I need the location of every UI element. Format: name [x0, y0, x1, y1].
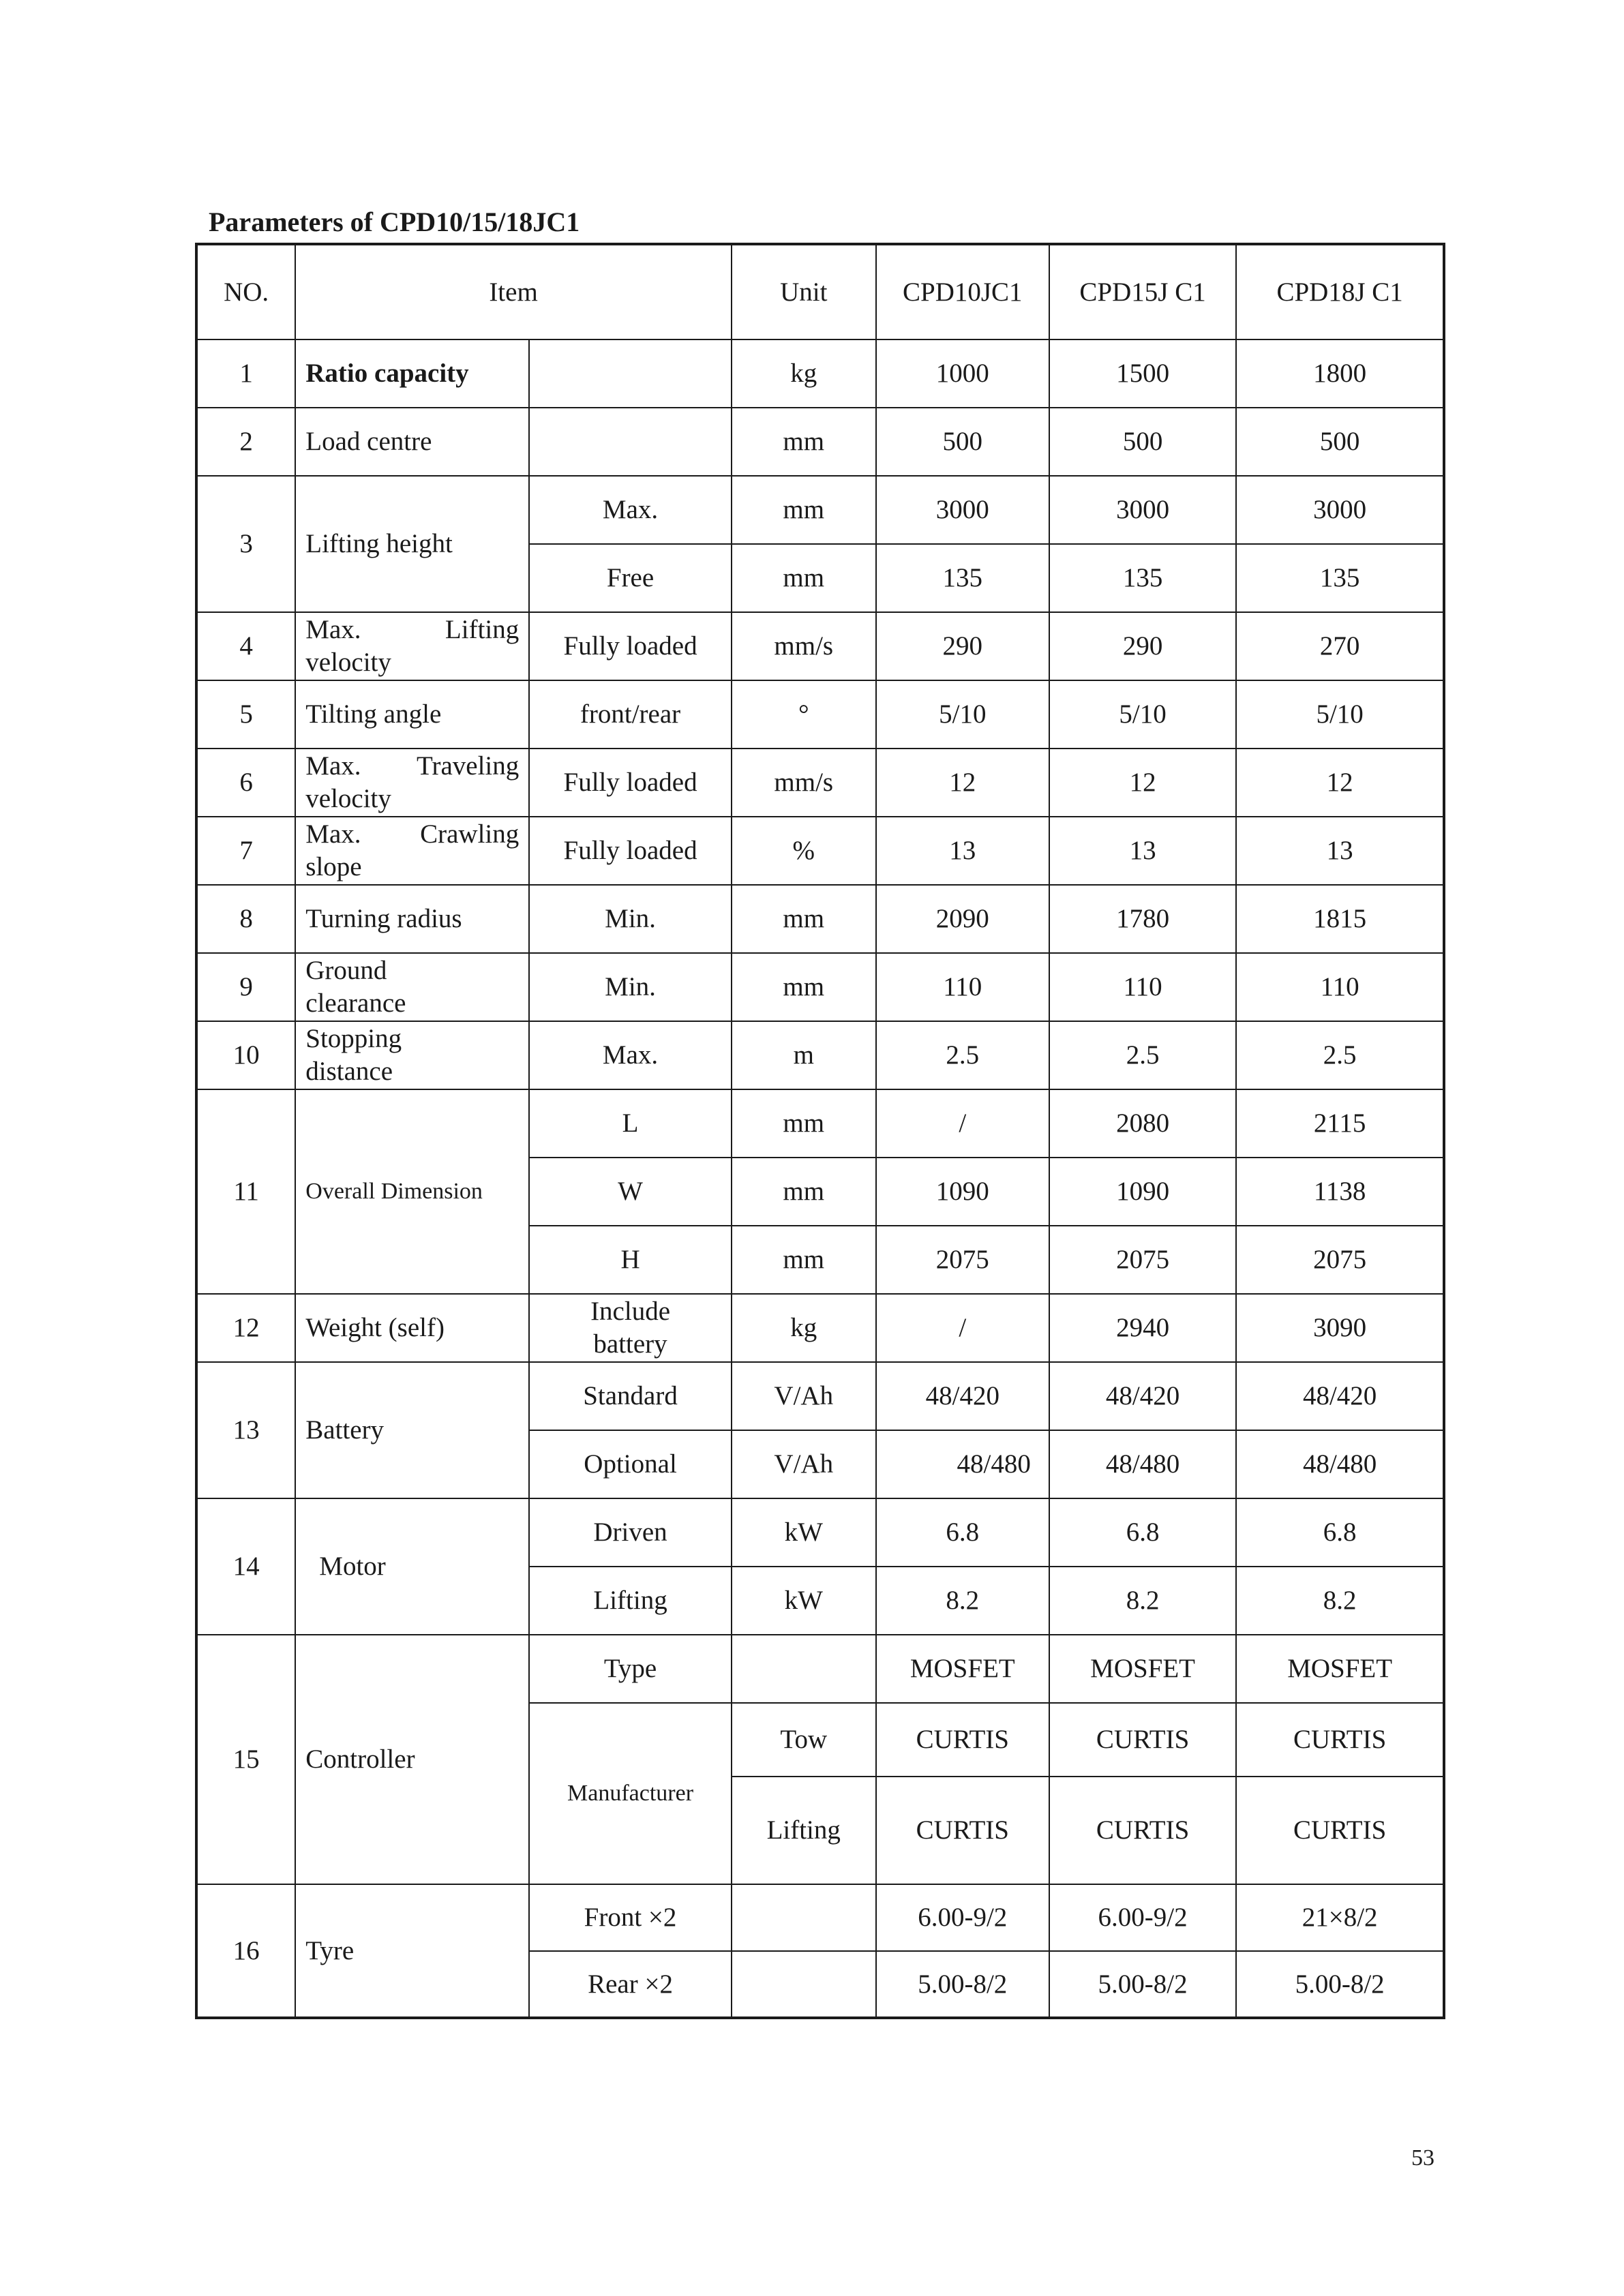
table-row [196, 476, 1444, 544]
sub-item: Free [529, 544, 732, 612]
unit-cell: kW [732, 1567, 876, 1635]
item-word: Lifting [445, 615, 520, 644]
item-word: distance [305, 1057, 393, 1086]
value-cpd18jc1: 6.8 [1236, 1498, 1444, 1567]
row-number: 8 [196, 885, 295, 953]
table-row [196, 1884, 1444, 1951]
unit-cell: kW [732, 1498, 876, 1567]
sub-item: Max. [529, 1021, 732, 1089]
sub-item: front/rear [529, 680, 732, 749]
sub-item [529, 1294, 732, 1362]
item-label: Load centre [295, 408, 529, 476]
unit-cell: ° [732, 680, 876, 749]
header-model-cpd18jc1: CPD18J C1 [1236, 244, 1444, 339]
table-row [196, 817, 1444, 885]
row-number: 16 [196, 1884, 295, 2018]
row-number: 11 [196, 1089, 295, 1294]
sub-item: Type [529, 1635, 732, 1703]
value-cpd18jc1: 110 [1236, 953, 1444, 1021]
table-row [196, 612, 1444, 680]
value-cpd10jc1: 1090 [876, 1158, 1049, 1226]
unit-cell: mm [732, 1158, 876, 1226]
table-row [196, 1635, 1444, 1703]
table-row [196, 953, 1444, 1021]
value-cpd18jc1: 12 [1236, 749, 1444, 817]
value-cpd18jc1: 1138 [1236, 1158, 1444, 1226]
value-cpd15jc1: 2080 [1049, 1089, 1236, 1158]
unit-cell: mm [732, 1226, 876, 1294]
value-cpd10jc1: 48/480 [876, 1430, 1049, 1498]
sub-item: Optional [529, 1430, 732, 1498]
value-cpd18jc1: MOSFET [1236, 1635, 1444, 1703]
sub-item: Lifting [529, 1567, 732, 1635]
value-cpd10jc1: 2090 [876, 885, 1049, 953]
unit-cell: % [732, 817, 876, 885]
value-cpd15jc1: CURTIS [1049, 1777, 1236, 1884]
value-cpd10jc1: / [876, 1089, 1049, 1158]
sub-item: Driven [529, 1498, 732, 1567]
item-word: clearance [305, 988, 406, 1018]
value-cpd15jc1: 1780 [1049, 885, 1236, 953]
header-model-cpd10jc1: CPD10JC1 [876, 244, 1049, 339]
item-word: Max. [305, 615, 361, 644]
item-label: Controller [295, 1635, 529, 1884]
value-cpd15jc1: 110 [1049, 953, 1236, 1021]
value-cpd15jc1: 500 [1049, 408, 1236, 476]
header-no: NO. [196, 244, 295, 339]
header-unit: Unit [732, 244, 876, 339]
value-cpd10jc1: 500 [876, 408, 1049, 476]
item-word: Crawling [420, 819, 520, 849]
row-number: 1 [196, 339, 295, 408]
value-cpd10jc1: 135 [876, 544, 1049, 612]
value-cpd18jc1: 3000 [1236, 476, 1444, 544]
unit-cell: kg [732, 1294, 876, 1362]
item-label: Overall Dimension [295, 1089, 529, 1294]
unit-cell: mm [732, 408, 876, 476]
value-cpd15jc1: 1090 [1049, 1158, 1236, 1226]
row-number: 4 [196, 612, 295, 680]
table-row [196, 408, 1444, 476]
value-cpd15jc1: 2075 [1049, 1226, 1236, 1294]
value-cpd18jc1: 1800 [1236, 339, 1444, 408]
value-cpd15jc1: 5/10 [1049, 680, 1236, 749]
unit-cell: V/Ah [732, 1362, 876, 1430]
sub-item: Front ×2 [529, 1884, 732, 1951]
sub-item: Manufacturer [529, 1703, 732, 1884]
value-cpd15jc1: 2.5 [1049, 1021, 1236, 1089]
row-number: 12 [196, 1294, 295, 1362]
row-number: 2 [196, 408, 295, 476]
value-cpd10jc1: 110 [876, 953, 1049, 1021]
header-item: Item [295, 244, 732, 339]
value-cpd18jc1: 5.00-8/2 [1236, 1951, 1444, 2018]
value-cpd18jc1: CURTIS [1236, 1703, 1444, 1777]
parameters-table [195, 243, 1445, 2019]
unit-cell: mm [732, 476, 876, 544]
sub-item: H [529, 1226, 732, 1294]
value-cpd10jc1: 5.00-8/2 [876, 1951, 1049, 2018]
item-label [295, 953, 529, 1021]
value-cpd18jc1: 2115 [1236, 1089, 1444, 1158]
row-number: 10 [196, 1021, 295, 1089]
value-cpd10jc1: 5/10 [876, 680, 1049, 749]
sub-item: Min. [529, 953, 732, 1021]
value-cpd18jc1: 8.2 [1236, 1567, 1444, 1635]
unit-cell: mm/s [732, 749, 876, 817]
item-word: Max. [305, 819, 361, 849]
value-cpd15jc1: CURTIS [1049, 1703, 1236, 1777]
table-row [196, 1362, 1444, 1430]
table-row [196, 339, 1444, 408]
table-header-row [196, 244, 1444, 339]
value-cpd15jc1: 290 [1049, 612, 1236, 680]
row-number: 15 [196, 1635, 295, 1884]
item-label: Weight (self) [295, 1294, 529, 1362]
value-cpd18jc1: 2075 [1236, 1226, 1444, 1294]
value-cpd15jc1: 2940 [1049, 1294, 1236, 1362]
sub-item: Fully loaded [529, 612, 732, 680]
item-word: Max. [305, 751, 361, 781]
sub-item-line: battery [593, 1329, 667, 1359]
table-row [196, 1294, 1444, 1362]
value-cpd10jc1: 8.2 [876, 1567, 1049, 1635]
item-label: Tyre [295, 1884, 529, 2018]
value-cpd15jc1: 8.2 [1049, 1567, 1236, 1635]
value-cpd15jc1: 1500 [1049, 339, 1236, 408]
page-number: 53 [1411, 2145, 1434, 2171]
row-number: 3 [196, 476, 295, 612]
value-cpd10jc1: 1000 [876, 339, 1049, 408]
sub-item: Rear ×2 [529, 1951, 732, 2018]
sub-item: W [529, 1158, 732, 1226]
value-cpd10jc1: 3000 [876, 476, 1049, 544]
value-cpd10jc1: 2.5 [876, 1021, 1049, 1089]
value-cpd15jc1: 48/480 [1049, 1430, 1236, 1498]
item-label: Ratio capacity [295, 339, 529, 408]
item-label [295, 817, 529, 885]
value-cpd10jc1: 6.00-9/2 [876, 1884, 1049, 1951]
sub-item: Standard [529, 1362, 732, 1430]
value-cpd18jc1: 48/480 [1236, 1430, 1444, 1498]
unit-cell: m [732, 1021, 876, 1089]
item-label: Battery [295, 1362, 529, 1498]
value-cpd18jc1: 500 [1236, 408, 1444, 476]
value-cpd10jc1: CURTIS [876, 1703, 1049, 1777]
value-cpd10jc1: CURTIS [876, 1777, 1049, 1884]
sub-item: Min. [529, 885, 732, 953]
unit-cell: mm [732, 953, 876, 1021]
value-cpd10jc1: 6.8 [876, 1498, 1049, 1567]
value-cpd15jc1: 6.8 [1049, 1498, 1236, 1567]
unit-cell: mm/s [732, 612, 876, 680]
item-word: Traveling [417, 751, 520, 781]
table-row [196, 885, 1444, 953]
sub-item [529, 339, 732, 408]
value-cpd10jc1: MOSFET [876, 1635, 1049, 1703]
unit-cell [732, 1635, 876, 1703]
row-number: 13 [196, 1362, 295, 1498]
sub-item: Fully loaded [529, 817, 732, 885]
value-cpd15jc1: 3000 [1049, 476, 1236, 544]
value-cpd10jc1: / [876, 1294, 1049, 1362]
item-word: slope [305, 852, 362, 881]
row-number: 7 [196, 817, 295, 885]
page-title: Parameters of CPD10/15/18JC1 [209, 207, 580, 237]
value-cpd15jc1: 12 [1049, 749, 1236, 817]
unit-cell: V/Ah [732, 1430, 876, 1498]
item-word: velocity [305, 648, 391, 677]
unit-cell: kg [732, 339, 876, 408]
item-label [295, 1021, 529, 1089]
value-cpd18jc1: 270 [1236, 612, 1444, 680]
value-cpd15jc1: 48/420 [1049, 1362, 1236, 1430]
value-cpd10jc1: 12 [876, 749, 1049, 817]
value-cpd10jc1: 13 [876, 817, 1049, 885]
value-cpd18jc1: 2.5 [1236, 1021, 1444, 1089]
item-label: Motor [295, 1498, 529, 1635]
item-label: Turning radius [295, 885, 529, 953]
value-cpd10jc1: 2075 [876, 1226, 1049, 1294]
value-cpd18jc1: CURTIS [1236, 1777, 1444, 1884]
value-cpd10jc1: 290 [876, 612, 1049, 680]
item-word: velocity [305, 784, 391, 813]
unit-cell [732, 1884, 876, 1951]
value-cpd15jc1: 6.00-9/2 [1049, 1884, 1236, 1951]
unit-cell: mm [732, 885, 876, 953]
value-cpd18jc1: 5/10 [1236, 680, 1444, 749]
item-label: Tilting angle [295, 680, 529, 749]
unit-cell: mm [732, 1089, 876, 1158]
table-row [196, 680, 1444, 749]
sub-item: L [529, 1089, 732, 1158]
value-cpd15jc1: MOSFET [1049, 1635, 1236, 1703]
value-cpd15jc1: 135 [1049, 544, 1236, 612]
value-cpd15jc1: 5.00-8/2 [1049, 1951, 1236, 2018]
sub-item-line: Include [590, 1297, 671, 1326]
value-cpd18jc1: 135 [1236, 544, 1444, 612]
value-cpd18jc1: 21×8/2 [1236, 1884, 1444, 1951]
value-cpd18jc1: 1815 [1236, 885, 1444, 953]
value-cpd15jc1: 13 [1049, 817, 1236, 885]
row-number: 5 [196, 680, 295, 749]
value-cpd18jc1: 48/420 [1236, 1362, 1444, 1430]
value-cpd10jc1: 48/420 [876, 1362, 1049, 1430]
unit-cell: Lifting [732, 1777, 876, 1884]
table-row [196, 749, 1444, 817]
item-word: Stopping [305, 1024, 402, 1053]
unit-cell [732, 1951, 876, 2018]
header-model-cpd15jc1: CPD15J C1 [1049, 244, 1236, 339]
row-number: 6 [196, 749, 295, 817]
item-label [295, 749, 529, 817]
unit-cell: mm [732, 544, 876, 612]
value-cpd18jc1: 3090 [1236, 1294, 1444, 1362]
sub-item: Max. [529, 476, 732, 544]
item-label [295, 612, 529, 680]
sub-item [529, 408, 732, 476]
sub-item: Fully loaded [529, 749, 732, 817]
row-number: 9 [196, 953, 295, 1021]
item-word: Ground [305, 956, 387, 985]
row-number: 14 [196, 1498, 295, 1635]
table-row [196, 1089, 1444, 1158]
table-row [196, 1021, 1444, 1089]
unit-cell: Tow [732, 1703, 876, 1777]
item-label: Lifting height [295, 476, 529, 612]
table-row [196, 1498, 1444, 1567]
value-cpd18jc1: 13 [1236, 817, 1444, 885]
